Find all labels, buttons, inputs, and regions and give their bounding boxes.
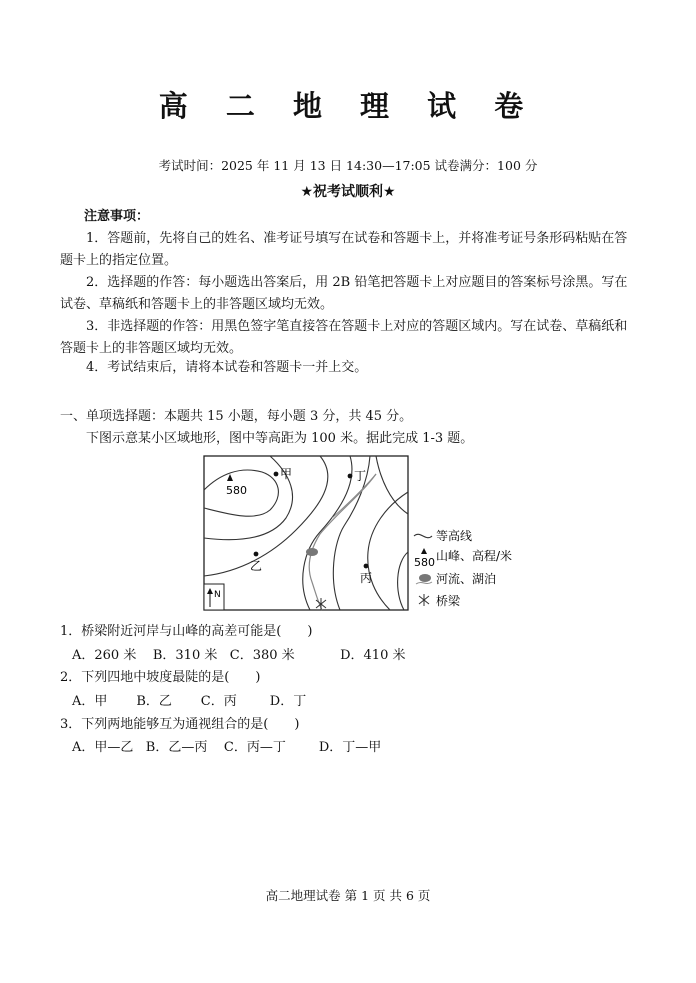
question-stem: 3．下列两地能够互为通视组合的是( ) xyxy=(60,717,300,732)
section-heading: 一、单项选择题：本题共 15 小题，每小题 3 分，共 45 分。 xyxy=(60,409,413,424)
note-item: 4．考试结束后，请将本试卷和答题卡一并上交。 xyxy=(86,360,368,375)
legend-peak-value: 580 xyxy=(414,556,435,569)
map-legend xyxy=(414,528,512,608)
question-options: A．260 米 B．310 米 C．380 米 D．410 米 xyxy=(72,648,406,663)
notes-heading: 注意事项： xyxy=(84,209,150,224)
legend-contour-icon xyxy=(414,534,432,537)
question-stem: 1．桥梁附近河岸与山峰的高差可能是( ) xyxy=(60,624,313,639)
question-options: A．甲 B．乙 C．丙 D．丁 xyxy=(72,694,307,709)
label-bing: 丙 xyxy=(360,571,373,585)
question-options: A．甲—乙 B．乙—丙 C．丙—丁 D．丁—甲 xyxy=(72,740,382,755)
legend-river-icon xyxy=(416,582,432,584)
page-title: 高 二 地 理 试 卷 xyxy=(158,89,538,123)
point-yi xyxy=(254,552,259,557)
map-frame xyxy=(204,456,408,610)
peak-elevation: 580 xyxy=(226,484,247,497)
legend-river: 河流、湖泊 xyxy=(436,572,497,586)
page-footer: 高二地理试卷 第 1 页 共 6 页 xyxy=(265,888,431,903)
label-ding: 丁 xyxy=(354,469,367,483)
legend-peak: 山峰、高程/米 xyxy=(436,549,513,563)
note-item: 1．答题前，先将自己的姓名、准考证号填写在试卷和答题卡上，并将准考证号条形码粘贴在答题卡上的指定位置。 xyxy=(60,231,628,268)
label-yi: 乙 xyxy=(250,559,263,573)
note-item: 2．选择题的作答：每小题选出答案后，用 2B 铅笔把答题卡上对应题目的答案标号涂黑。写在试卷、草稿纸和答题卡上的非答题区域均无效。 xyxy=(60,275,628,312)
legend-lake-icon xyxy=(419,574,431,582)
exam-info: 考试时间：2025 年 11 月 13 日 14:30—17:05 试卷满分：100 分 xyxy=(158,158,538,173)
good-luck-banner: ★祝考试顺利★ xyxy=(300,184,396,200)
point-jia xyxy=(274,472,279,477)
topographic-map xyxy=(200,452,526,618)
label-jia: 甲 xyxy=(280,467,293,481)
section-intro: 下图示意某小区域地形，图中等高距为 100 米。据此完成 1-3 题。 xyxy=(86,431,474,446)
legend-contour: 等高线 xyxy=(436,529,473,543)
question-stem: 2．下列四地中坡度最陡的是( ) xyxy=(60,670,261,685)
lake xyxy=(306,548,318,556)
legend-bridge-icon xyxy=(419,594,429,606)
legend-peak-icon xyxy=(421,548,427,554)
legend-bridge: 桥梁 xyxy=(436,594,461,608)
north-label: N xyxy=(214,590,221,600)
note-item: 3．非选择题的作答：用黑色签字笔直接答在答题卡上对应的答题区域内。写在试卷、草稿纸和答题卡上的非答题区域均无效。 xyxy=(60,319,628,356)
point-bing xyxy=(364,564,369,569)
point-ding xyxy=(348,474,353,479)
